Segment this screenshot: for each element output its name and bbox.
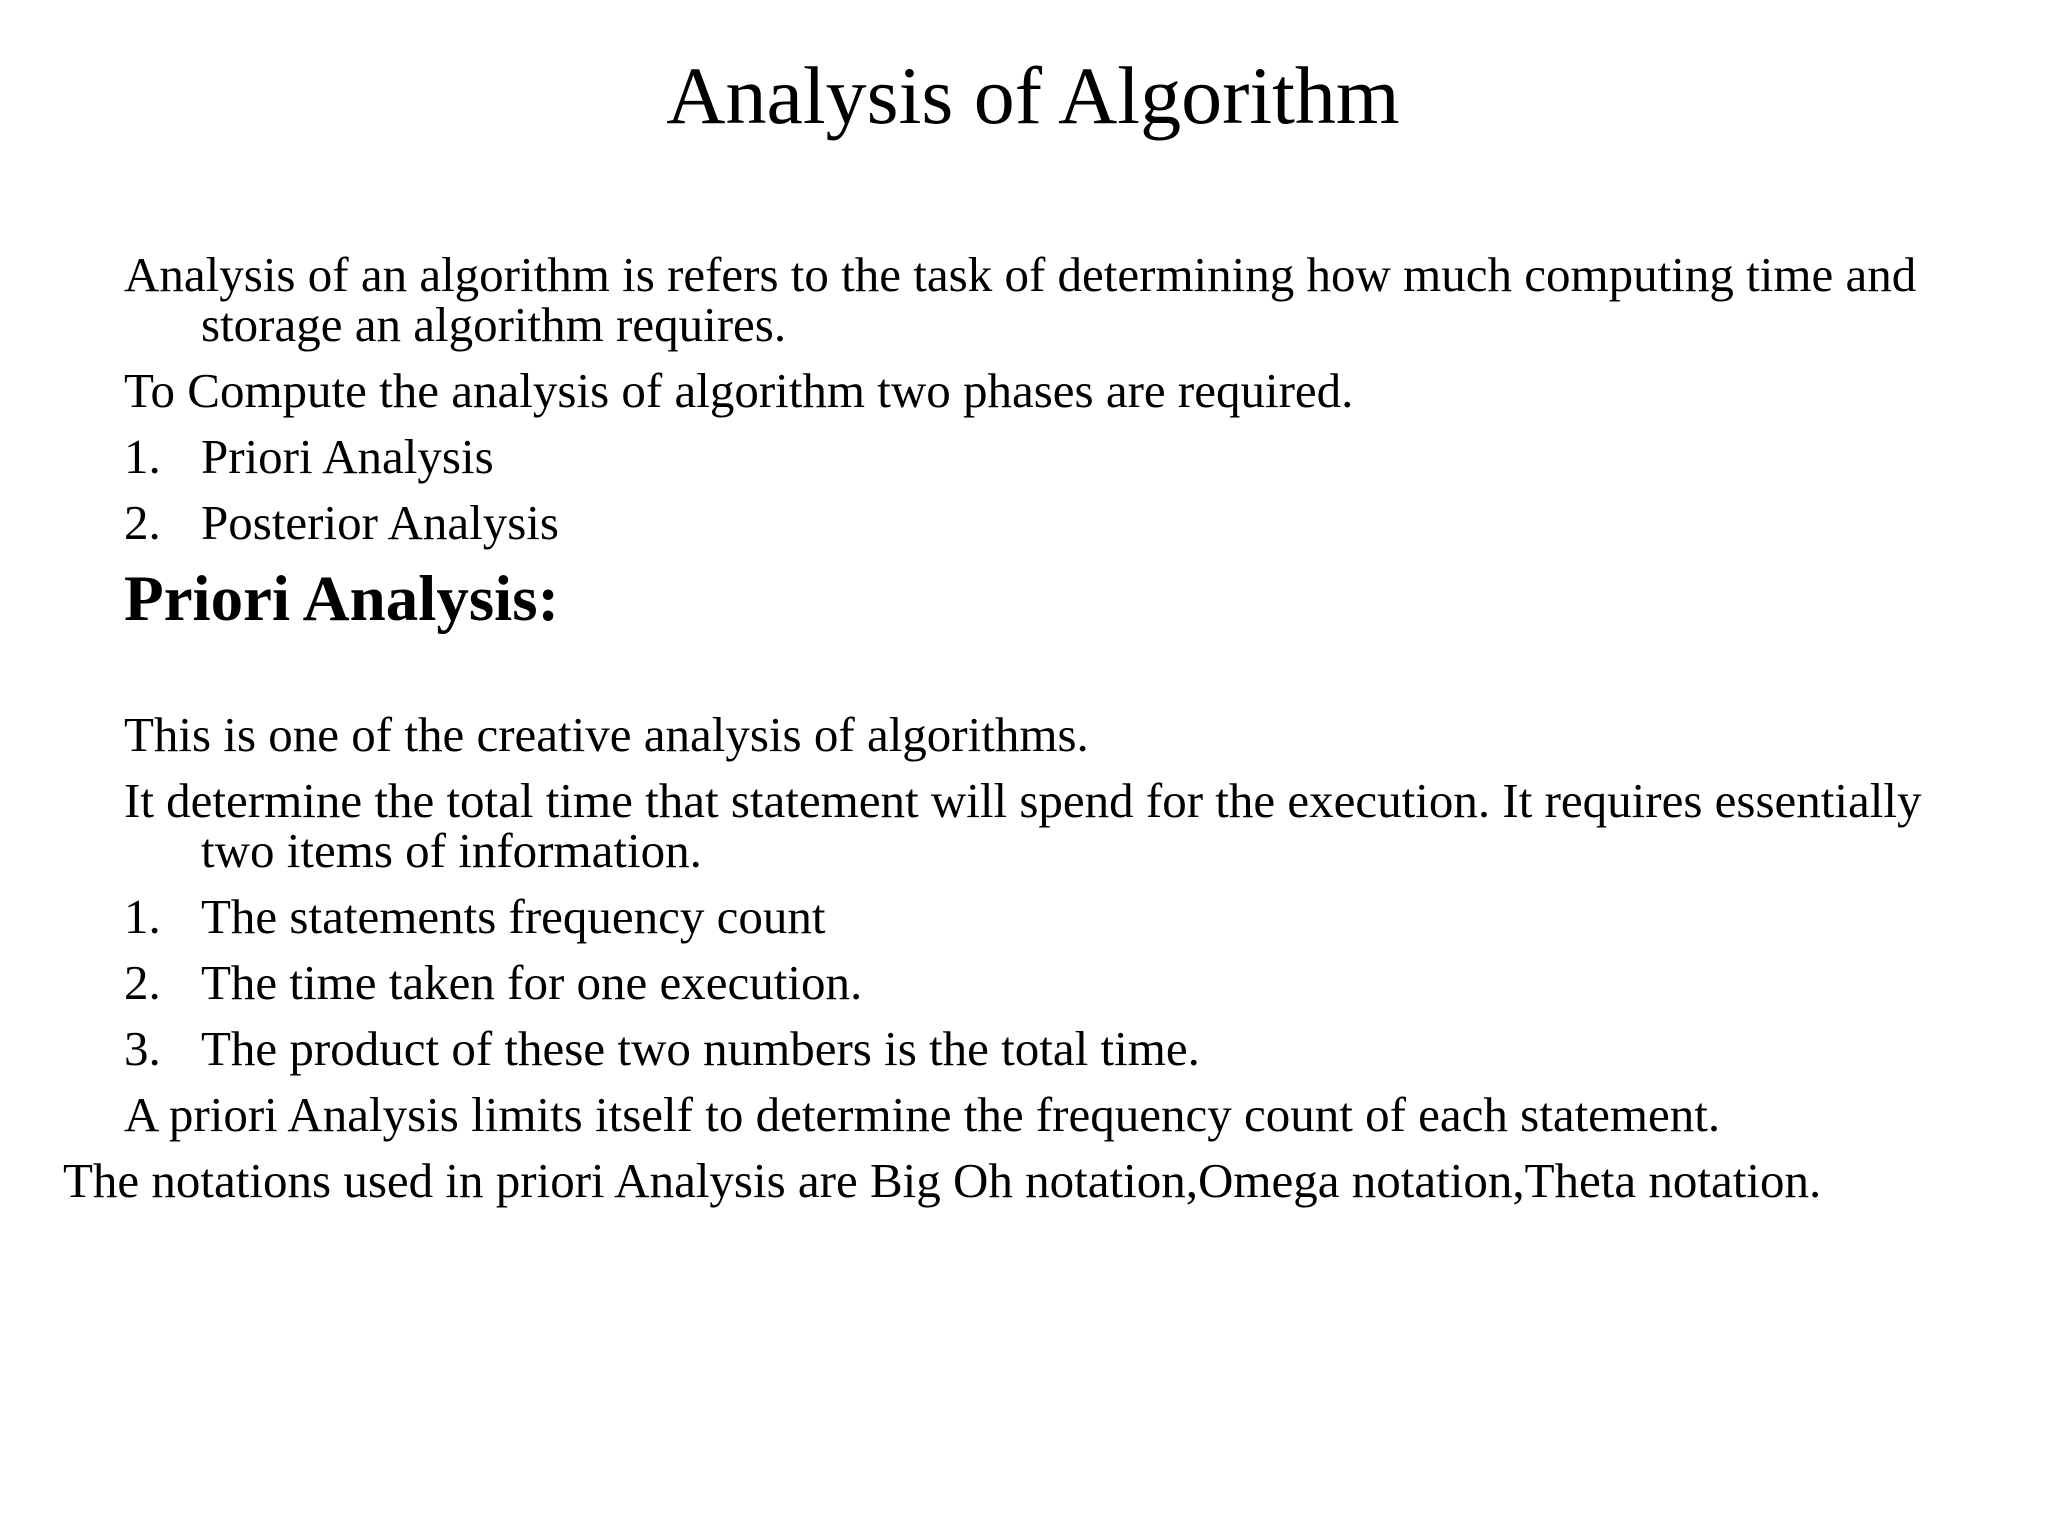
priori-item-text: The statements frequency count (201, 889, 826, 944)
priori-closing-2: The notations used in priori Analysis are Big Oh notation,Omega notation,Theta notation. (63, 1153, 1822, 1208)
slide-body (63, 247, 1994, 1222)
phase-item-number: 2. (124, 495, 161, 550)
phase-item-number: 1. (124, 429, 161, 484)
priori-closing-1: A priori Analysis limits itself to determine the frequency count of each statement. (124, 1087, 1721, 1142)
priori-item-2 (124, 955, 1994, 1010)
priori-heading: Priori Analysis: (124, 563, 560, 635)
priori-item-number: 1. (124, 889, 161, 944)
phase-item-text: Posterior Analysis (201, 495, 559, 550)
priori-item-text: The product of these two numbers is the total time. (201, 1021, 1200, 1076)
slide-title: Analysis of Algorithm (666, 50, 1400, 141)
priori-item-number: 3. (124, 1021, 161, 1076)
intro-paragraph-2: To Compute the analysis of algorithm two phases are required. (124, 363, 1354, 418)
phase-item-1 (124, 429, 1994, 484)
priori-description-2: It determine the total time that statement will spend for the execution. It requires essentially two items of information. (124, 773, 1922, 878)
priori-item-1 (124, 889, 1994, 944)
intro-paragraph-1: Analysis of an algorithm is refers to the task of determining how much computing time and storage an algorithm requires. (124, 247, 1917, 352)
priori-item-text: The time taken for one execution. (201, 955, 863, 1010)
priori-description-1: This is one of the creative analysis of algorithms. (124, 707, 1089, 762)
phase-item-2 (124, 495, 1994, 550)
priori-item-number: 2. (124, 955, 161, 1010)
spacer (124, 634, 1994, 710)
priori-item-3 (124, 1021, 1994, 1076)
phase-item-text: Priori Analysis (201, 429, 494, 484)
